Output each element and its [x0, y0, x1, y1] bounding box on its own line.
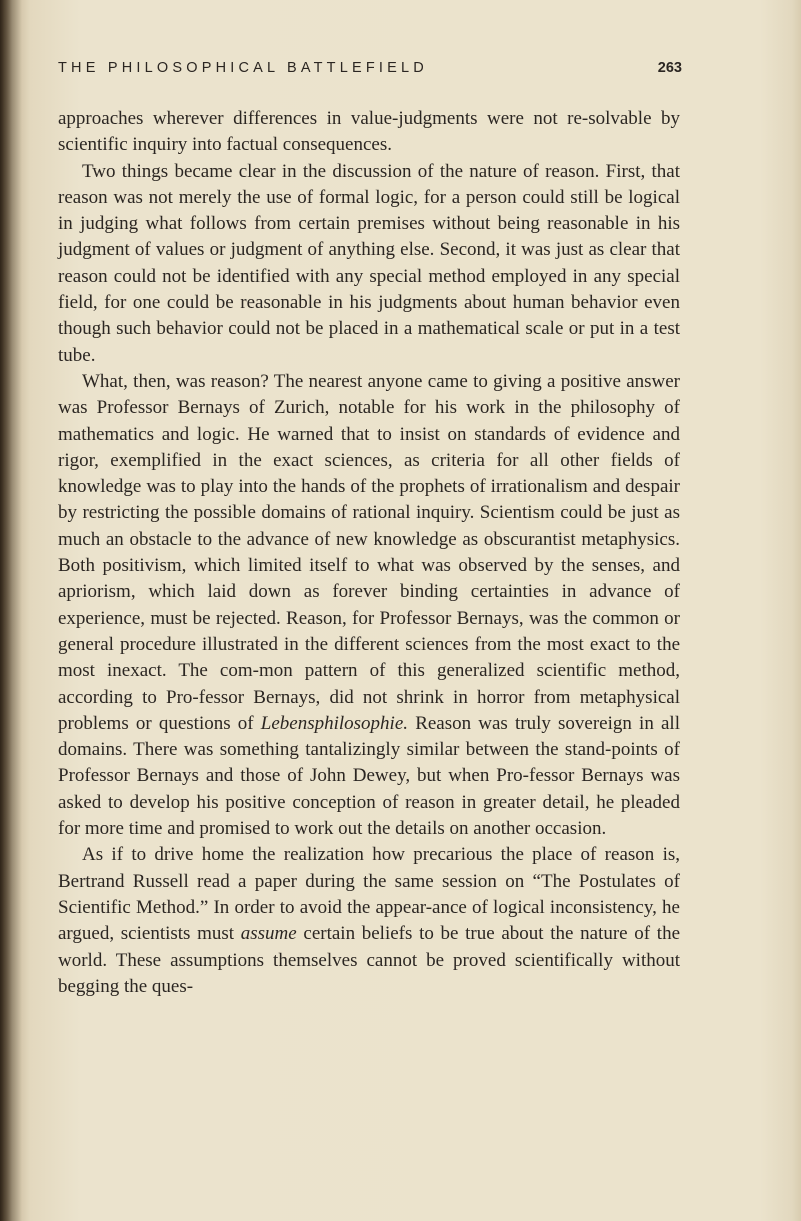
page-number: 263	[657, 60, 682, 76]
text-run: Reason was truly sovereign in all domains. There was something tantalizingly similar between the stand-points of Professor Bernays and those of John Dewey, but when Pro-fessor Bernays was asked to develop his positive conception of reason in greater detail, he pleaded for more time and promised to work out the details on another occasion.	[58, 712, 680, 840]
italic-text-run: Lebensphilosophie.	[260, 712, 409, 734]
text-run: approaches wherever differences in value-judgments were not re-solvable by scientific inquiry into factual consequences.	[58, 108, 680, 156]
text-run: Two things became clear in the discussion of the nature of reason. First, that reason was not merely the use of formal logic, for a person could still be logical in judging what follows from certain premises without being reasonable in his judgment of values or judgment of anything else. Second, it was just as clear that reason could not be identified with any special method employed in any special field, for one could be reasonable in his judgments about human behavior even though such behavior could not be placed in a mathematical scale or put in a test tube.	[58, 160, 680, 366]
paragraph-3	[58, 369, 680, 842]
binding-shadow	[0, 0, 22, 1221]
text-run: As if to drive home the realization how precarious the place of reason is, Bertrand Russell read a paper during the same session on “The Postulates of Scientific Method.” In order to avoid the appear-ance of logical inconsistency, he argued, scientists must	[58, 844, 680, 945]
italic-text-run: assume	[240, 923, 297, 945]
paragraph-2	[58, 159, 680, 369]
running-head: THE PHILOSOPHICAL BATTLEFIELD	[58, 60, 428, 76]
text-run: What, then, was reason? The nearest anyone came to giving a positive answer was Professor Bernays of Zurich, notable for his work in the philosophy of mathematics and logic. He warned that to insist on standards of evidence and rigor, exemplified in the exact sciences, as criteria for all other fields of knowledge was to play into the hands of the prophets of irrationalism and despair by restricting the possible domains of rational inquiry. Scientism could be just as much an obstacle to the advance of new knowledge as obscurantist metaphysics. Both positivism, which limited itself to what was observed by the senses, and apriorism, which laid down as forever binding certainties in advance of experience, must be rejected. Reason, for Professor Bernays, was the common or general procedure illustrated in the different sciences from the most exact to the most inexact. The com-mon pattern of this generalized scientific method, according to Pro-fessor Bernays, did not shrink in horror from metaphysical problems or questions of	[58, 370, 680, 734]
body-text	[58, 106, 680, 1000]
paragraph-4	[58, 842, 680, 1000]
text-run: certain beliefs to be true about the nature of the world. These assumptions themselves cannot be proved scientifically without begging the ques-	[58, 923, 680, 997]
paragraph-1	[58, 106, 680, 159]
page-header	[58, 60, 682, 86]
